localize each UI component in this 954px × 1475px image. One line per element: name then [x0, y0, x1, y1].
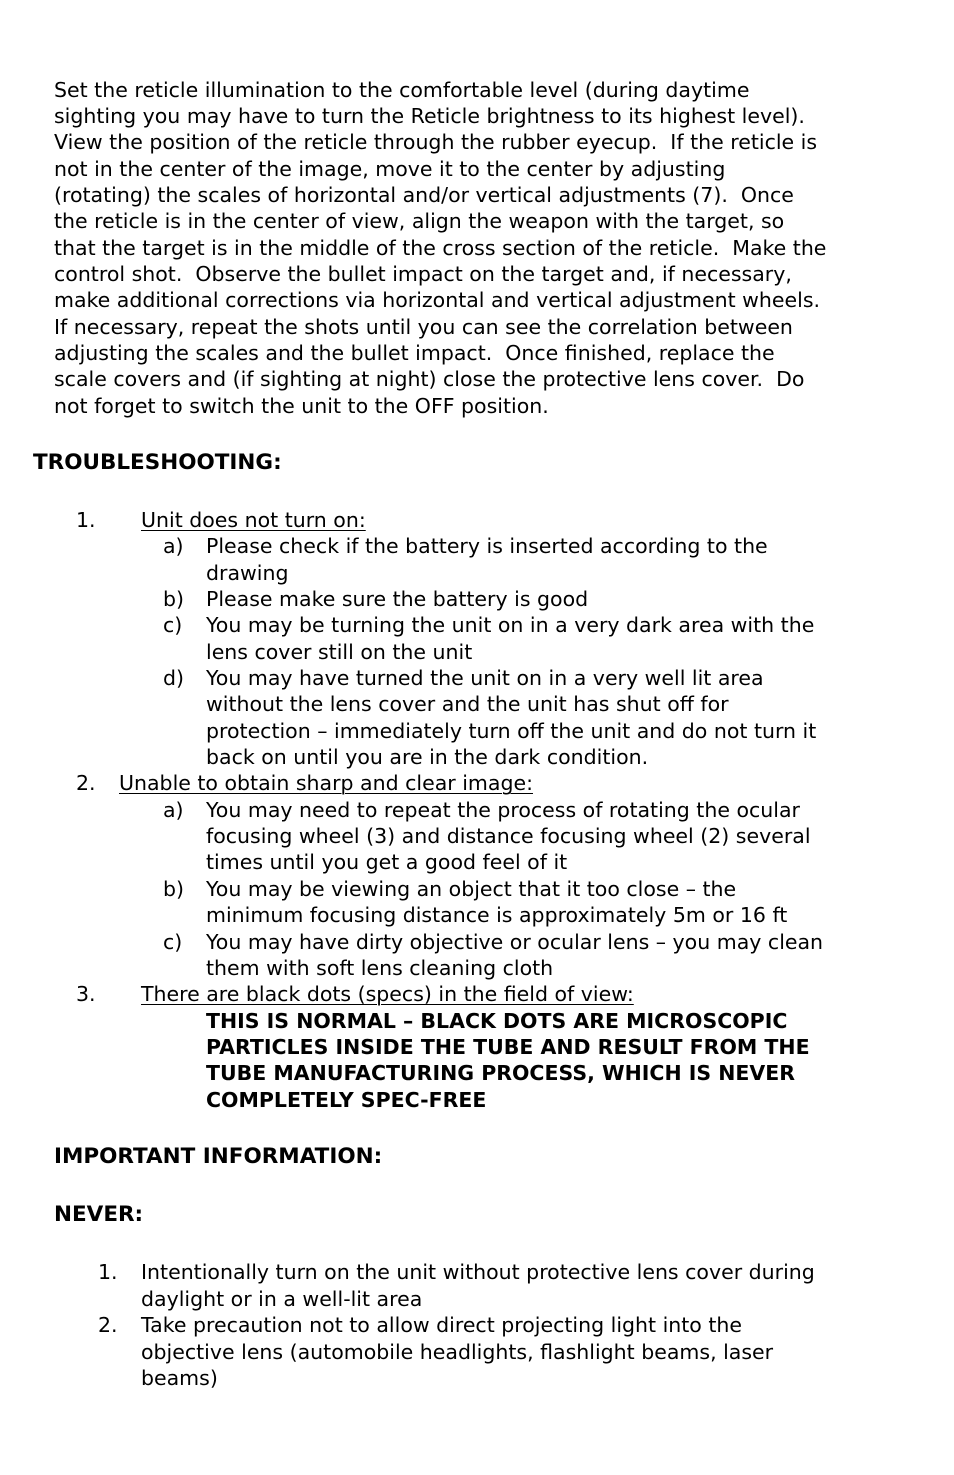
- item-title: Unit does not turn on:: [141, 508, 366, 532]
- sub-line: drawing: [206, 561, 289, 585]
- note-line: THIS IS NORMAL – BLACK DOTS ARE MICROSCOPIC: [206, 1009, 788, 1033]
- intro-line: not forget to switch the unit to the OFF position.: [54, 394, 549, 418]
- intro-line: not in the center of the image, move it to the center by adjusting: [54, 157, 726, 181]
- intro-line: Set the reticle illumination to the comfortable level (during daytime: [54, 78, 750, 102]
- sub-line: focusing wheel (3) and distance focusing wheel (2) several: [206, 824, 811, 848]
- sub-letter: a): [163, 798, 184, 822]
- never-item-number: 1.: [98, 1260, 118, 1284]
- never-item-line: beams): [141, 1366, 218, 1390]
- sub-line: protection – immediately turn off the unit and do not turn it: [206, 719, 817, 743]
- sub-letter: c): [163, 930, 183, 954]
- sub-line: them with soft lens cleaning cloth: [206, 956, 554, 980]
- sub-line: You may need to repeat the process of rotating the ocular: [206, 798, 800, 822]
- sub-letter: b): [163, 877, 185, 901]
- sub-letter: a): [163, 534, 184, 558]
- never-item-line: daylight or in a well-lit area: [141, 1287, 423, 1311]
- never-item-number: 2.: [98, 1313, 118, 1337]
- intro-line: the reticle is in the center of view, align the weapon with the target, so: [54, 209, 785, 233]
- intro-line: If necessary, repeat the shots until you can see the correlation between: [54, 315, 793, 339]
- note-line: PARTICLES INSIDE THE TUBE AND RESULT FROM THE: [206, 1035, 810, 1059]
- sub-line: without the lens cover and the unit has shut off for: [206, 692, 729, 716]
- note-line: COMPLETELY SPEC-FREE: [206, 1088, 487, 1112]
- intro-line: control shot. Observe the bullet impact on the target and, if necessary,: [54, 262, 792, 286]
- sub-line: minimum focusing distance is approximately 5m or 16 ft: [206, 903, 788, 927]
- sub-line: times until you get a good feel of it: [206, 850, 568, 874]
- never-item-line: Take precaution not to allow direct projecting light into the: [141, 1313, 743, 1337]
- sub-line: You may have dirty objective or ocular lens – you may clean: [206, 930, 824, 954]
- sub-line: lens cover still on the unit: [206, 640, 473, 664]
- note-line: TUBE MANUFACTURING PROCESS, WHICH IS NEVER: [206, 1061, 796, 1085]
- item-title: There are black dots (specs) in the field of view:: [141, 982, 634, 1006]
- intro-line: that the target is in the middle of the cross section of the reticle. Make the: [54, 236, 827, 260]
- never-item-line: Intentionally turn on the unit without protective lens cover during: [141, 1260, 815, 1284]
- never-heading: NEVER:: [54, 1202, 144, 1227]
- sub-line: You may have turned the unit on in a very well lit area: [206, 666, 764, 690]
- sub-line: Please make sure the battery is good: [206, 587, 589, 611]
- troubleshooting-heading: TROUBLESHOOTING:: [33, 450, 282, 475]
- important-heading: IMPORTANT INFORMATION:: [54, 1144, 383, 1169]
- sub-letter: b): [163, 587, 185, 611]
- intro-line: make additional corrections via horizontal and vertical adjustment wheels.: [54, 288, 821, 312]
- never-item-line: objective lens (automobile headlights, flashlight beams, laser: [141, 1340, 774, 1364]
- item-number: 1.: [76, 508, 96, 532]
- item-title: Unable to obtain sharp and clear image:: [119, 771, 533, 795]
- item-number: 3.: [76, 982, 96, 1006]
- sub-line: You may be turning the unit on in a very dark area with the: [206, 613, 815, 637]
- intro-line: (rotating) the scales of horizontal and/or vertical adjustments (7). Once: [54, 183, 794, 207]
- item-number: 2.: [76, 771, 96, 795]
- sub-letter: d): [163, 666, 185, 690]
- intro-line: View the position of the reticle through the rubber eyecup. If the reticle is: [54, 130, 818, 154]
- intro-line: scale covers and (if sighting at night) close the protective lens cover. Do: [54, 367, 805, 391]
- sub-line: Please check if the battery is inserted according to the: [206, 534, 768, 558]
- sub-letter: c): [163, 613, 183, 637]
- intro-line: adjusting the scales and the bullet impact. Once finished, replace the: [54, 341, 775, 365]
- sub-line: You may be viewing an object that it too close – the: [206, 877, 737, 901]
- intro-line: sighting you may have to turn the Reticle brightness to its highest level).: [54, 104, 805, 128]
- sub-line: back on until you are in the dark condition.: [206, 745, 649, 769]
